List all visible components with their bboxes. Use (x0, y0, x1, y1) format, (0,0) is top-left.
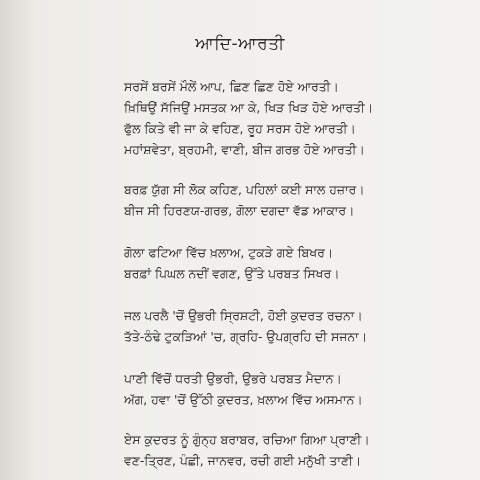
poem-line: ਬੀਜ ਸੀ ਹਿਰਣਯ-ਗਰਭ, ਗੋਲਾ ਦਗਦਾ ਵੱਡ ਆਕਾਰ। (124, 203, 355, 218)
stanza-4 (124, 305, 460, 347)
poem-line: ਗੋਲਾ ਫਟਿਆ ਵਿੱਚ ਖ਼ਲਾਅ, ਟੁਕੜੇ ਗਏ ਬਿਖਰ। (124, 245, 334, 260)
stanza-2 (124, 179, 460, 221)
poem-line: ਏਸ ਕੁਦਰਤ ਨੂੰ ਗੁੰਨ੍ਹ ਬਰਾਬਰ, ਰਚਿਆ ਗਿਆ ਪ੍ਰਾਣੀ। (124, 432, 370, 447)
page-gutter-shadow (0, 0, 38, 480)
poem-line: ਬਰਫ਼ ਯੁੱਗ ਸੀ ਲੋਕ ਕਹਿਣ, ਪਹਿਲਾਂ ਕਈ ਸਾਲ ਹਜ਼ਾਰ। (124, 182, 365, 197)
poem-line: ਅੱਗ, ਹਵਾ 'ਚੋਂ ਉੱਠੀ ਕੁਦਰਤ, ਖ਼ਲਾਅ ਵਿੱਚ ਅਸਮਾਨ। (124, 392, 363, 407)
poem-line: ਪਾਣੀ ਵਿੱਚੋਂ ਧਰਤੀ ਉਭਰੀ, ਉਭਰੇ ਪਰਬਤ ਮੈਦਾਨ। (124, 371, 342, 386)
stanza-3 (124, 242, 460, 284)
poem-line: ਬਰਫ਼ਾਂ ਪਿਘਲ ਨਦੀਂ ਵਗਣ, ਉੱਤੇ ਪਰਬਤ ਸਿਖਰ। (124, 266, 340, 281)
stanza-6 (124, 429, 460, 471)
poem-line: ਮਹਾਂਸ਼ਵੇਤਾ, ਬ੍ਰਹਮੀ, ਵਾਣੀ, ਬੀਜ ਗਰਭ ਹੋਏ ਆਰਤੀ। (124, 142, 365, 157)
poem-line: ਵਣ-ਤ੍ਰਿਣ, ਪੰਛੀ, ਜਾਨਵਰ, ਰਚੀ ਗਈ ਮਨੁੱਖੀ ਤਾਣੀ। (124, 453, 362, 468)
poem-line: ਤੱਤੇ-ਠੰਢੇ ਟੁਕੜਿਆਂ 'ਚ, ਗ੍ਰਹਿ- ਉਪਗ੍ਰਹਿ ਦੀ ਸਜਨਾ। (124, 329, 368, 344)
stanza-1 (124, 76, 460, 160)
poem-line: ਖ਼ਿਥਿਉਂ ਸੱਜਿਉਂ ਮਸਤਕ ਆ ਕੇ, ਖਿੜ ਖਿੜ ਹੋਏ ਆਰਤੀ। (124, 100, 374, 115)
poem-title: ਆਦਿ-ਆਰਤੀ (195, 34, 285, 54)
poem-line: ਸਰਸੇਂ ਬਰਸੇਂ ਮੌਲੇਂ ਆਪ, ਛਿਣ ਛਿਣ ਹੋਏ ਆਰਤੀ। (124, 79, 339, 94)
poem-line: ਫੁੱਲ ਕਿਤੇ ਵੀ ਜਾ ਕੇ ਵਹਿਣ, ਰੂਹ ਸਰਸ ਹੋਏ ਆਰਤੀ। (124, 121, 356, 136)
poem-line: ਜਲ ਪਰਲੈ 'ਚੋਂ ਉਭਰੀ ਸ੍ਰਿਸ਼ਟੀ, ਹੋਈ ਕੁਦਰਤ ਰਚਨਾ। (124, 308, 363, 323)
stanza-5 (124, 368, 460, 410)
